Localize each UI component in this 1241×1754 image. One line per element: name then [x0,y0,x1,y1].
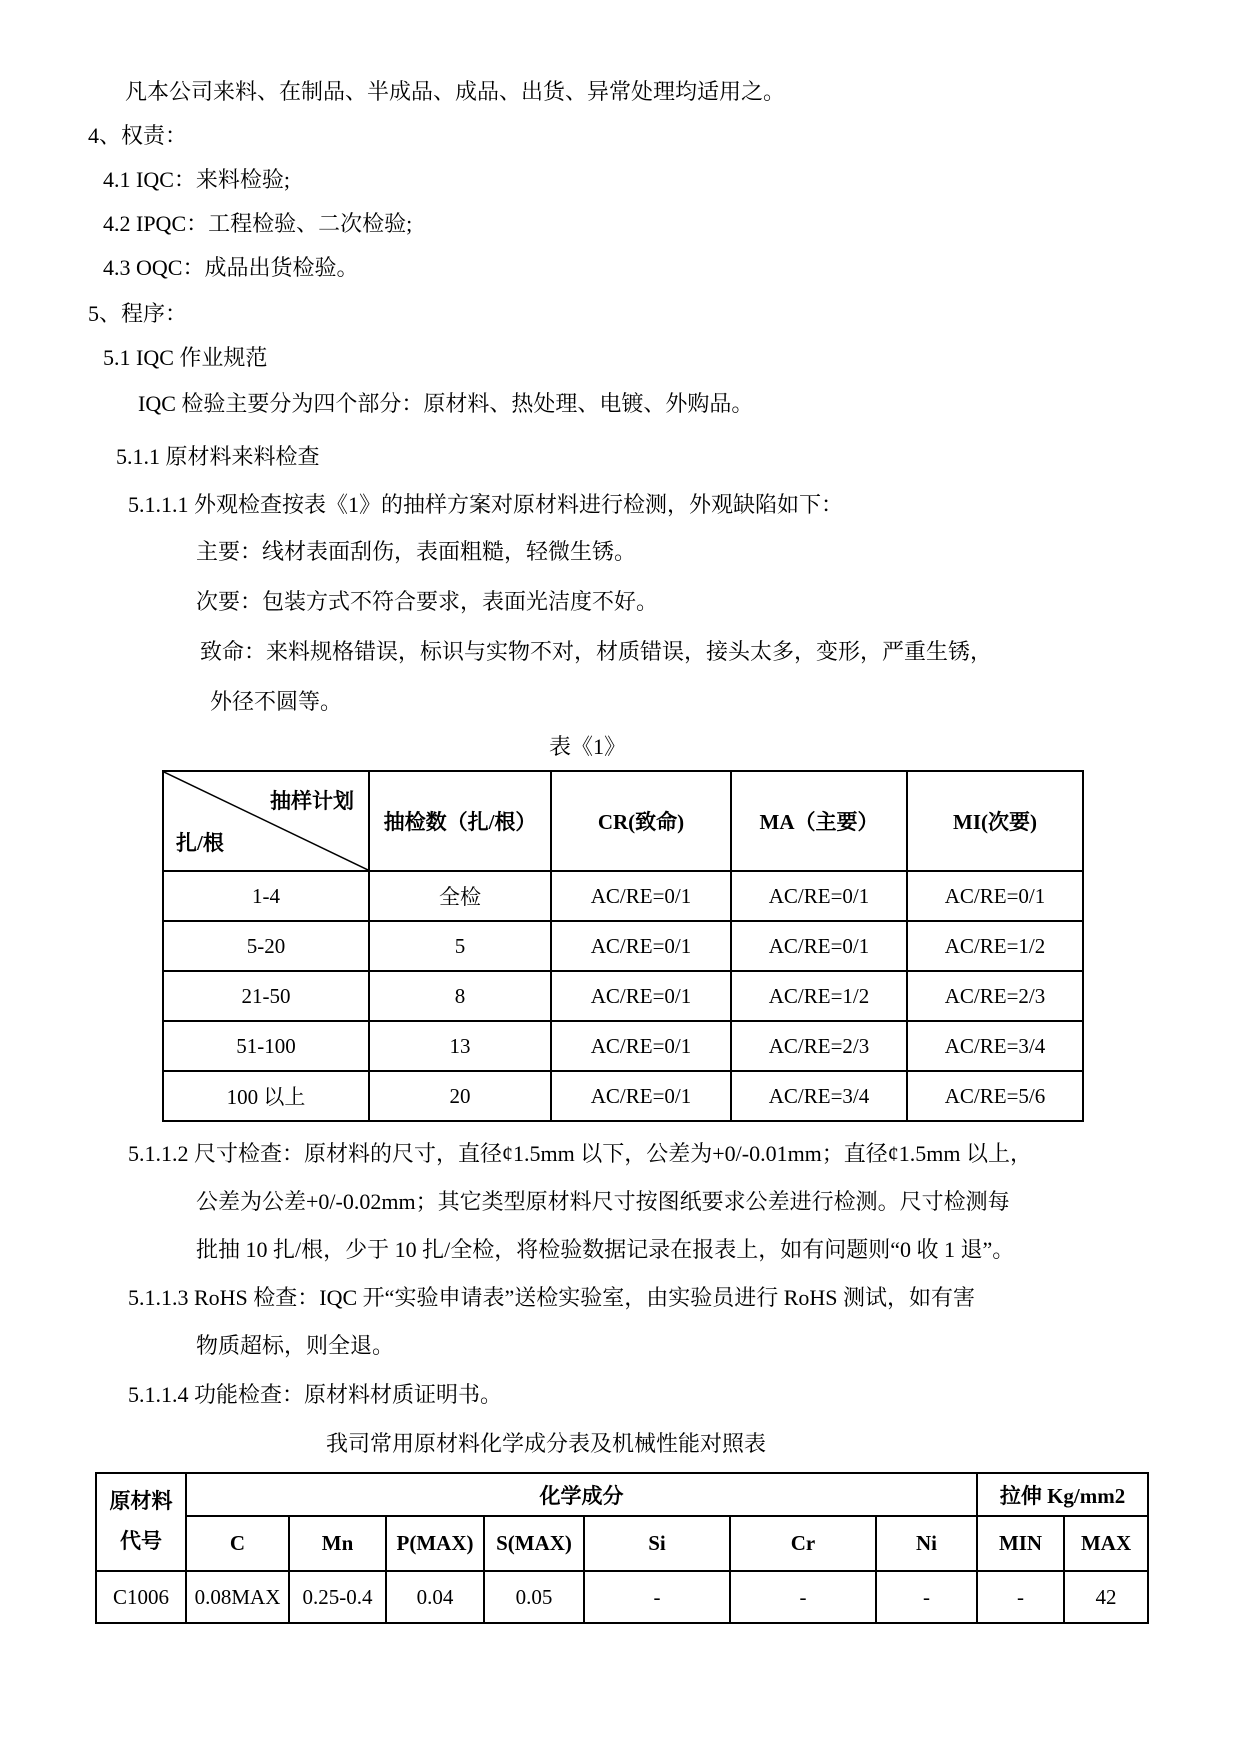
defect-minor-line: 次要：包装方式不符合要求，表面光洁度不好。 [196,589,659,614]
clause-5-1-1: 5.1.1 原材料来料检查 [116,444,320,469]
table-row [163,1071,1083,1121]
column-header-cr: CR(致命) [551,771,731,871]
cell-mi: AC/RE=2/3 [907,971,1083,1021]
clause-4-1: 4.1 IQC：来料检验; [103,167,291,192]
clause-5-1-1-1: 5.1.1.1 外观检查按表《1》的抽样方案对原材料进行检测，外观缺陷如下： [128,492,844,517]
column-header-mi: MI(次要) [907,771,1083,871]
clause-5-1: 5.1 IQC 作业规范 [103,345,268,370]
table-row [163,921,1083,971]
cell-ni: - [876,1571,977,1623]
table-row [163,871,1083,921]
clause-4-2: 4.2 IPQC：工程检验、二次检验; [103,211,413,236]
clause-5-1-1-2-line-1: 5.1.1.2 尺寸检查：原材料的尺寸，直径¢1.5mm 以下，公差为+0/-0.01mm；直径¢1.5mm 以上， [128,1141,1033,1166]
clause-5-1-1-4: 5.1.1.4 功能检查：原材料材质证明书。 [128,1382,503,1407]
corner-label-units: 扎/根 [176,831,224,855]
cell-cr: AC/RE=0/1 [551,921,731,971]
clause-5-1-1-3-line-1: 5.1.1.3 RoHS 检查：IQC 开“实验申请表”送检实验室，由实验员进行 RoHS 测试，如有害 [128,1285,976,1310]
table1-caption: 表《1》 [549,734,627,759]
subheader-si: Si [584,1516,730,1571]
corner-header-cell [163,771,369,871]
defect-major-line: 主要：线材表面刮伤，表面粗糙，轻微生锈。 [196,539,637,564]
section-4-heading: 4、权责： [88,123,188,148]
chemical-composition-table [95,1472,1149,1624]
table2-caption: 我司常用原材料化学成分表及机械性能对照表 [326,1431,767,1456]
clause-5-1-1-2-line-3: 批抽 10 扎/根，少于 10 扎/全检，将检验数据记录在报表上，如有问题则“0 收 1 退”。 [196,1237,1015,1262]
subheader-mn: Mn [289,1516,386,1571]
clause-5-1-1-3-line-2: 物质超标，则全退。 [196,1333,395,1358]
defect-critical-line: 致命：来料规格错误，标识与实物不对，材质错误，接头太多，变形，严重生锈， [200,639,993,664]
cell-ma: AC/RE=1/2 [731,971,907,1021]
cell-sample: 8 [369,971,551,1021]
clause-5-1-1-2-line-2: 公差为公差+0/-0.02mm；其它类型原材料尺寸按图纸要求公差进行检测。尺寸检测每 [196,1189,1010,1214]
cell-range: 1-4 [163,871,369,921]
column-header-sample-count: 抽检数（扎/根） [369,771,551,871]
subheader-smax: S(MAX) [484,1516,584,1571]
header-tensile-strength: 拉伸 Kg/mm2 [977,1473,1148,1516]
cell-min: - [977,1571,1064,1623]
cell-sample: 13 [369,1021,551,1071]
cell-ma: AC/RE=0/1 [731,921,907,971]
cell-cr: - [730,1571,876,1623]
cell-p: 0.04 [386,1571,484,1623]
cell-mi: AC/RE=3/4 [907,1021,1083,1071]
cell-cr: AC/RE=0/1 [551,1021,731,1071]
subheader-max: MAX [1064,1516,1148,1571]
sampling-plan-table [162,770,1084,1122]
table-row [96,1571,1148,1623]
cell-material-code: C1006 [96,1571,186,1623]
cell-ma: AC/RE=3/4 [731,1071,907,1121]
cell-range: 51-100 [163,1021,369,1071]
subheader-min: MIN [977,1516,1064,1571]
cell-mi: AC/RE=0/1 [907,871,1083,921]
cell-range: 21-50 [163,971,369,1021]
cell-range: 100 以上 [163,1071,369,1121]
cell-cr: AC/RE=0/1 [551,1071,731,1121]
clause-4-3: 4.3 OQC：成品出货检验。 [103,255,359,280]
cell-sample: 20 [369,1071,551,1121]
cell-cr: AC/RE=0/1 [551,971,731,1021]
subheader-c: C [186,1516,289,1571]
cell-ma: AC/RE=0/1 [731,871,907,921]
scope-line: 凡本公司来料、在制品、半成品、成品、出货、异常处理均适用之。 [125,79,786,104]
cell-cr: AC/RE=0/1 [551,871,731,921]
subheader-cr: Cr [730,1516,876,1571]
cell-mn: 0.25-0.4 [289,1571,386,1623]
cell-si: - [584,1571,730,1623]
header-material-line2: 代号 [120,1529,162,1553]
header-material-code [96,1473,186,1571]
cell-mi: AC/RE=1/2 [907,921,1083,971]
cell-mi: AC/RE=5/6 [907,1071,1083,1121]
cell-range: 5-20 [163,921,369,971]
header-chemical-composition: 化学成分 [186,1473,977,1516]
corner-label-plan: 抽样计划 [270,789,354,813]
table-row [163,1021,1083,1071]
cell-ma: AC/RE=2/3 [731,1021,907,1071]
cell-max: 42 [1064,1571,1148,1623]
cell-sample: 全检 [369,871,551,921]
column-header-ma: MA（主要） [731,771,907,871]
cell-s: 0.05 [484,1571,584,1623]
defect-critical-line-2: 外径不圆等。 [210,689,343,714]
header-material-line1: 原材料 [109,1489,173,1514]
iqc-overview-line: IQC 检验主要分为四个部分：原材料、热处理、电镀、外购品。 [138,391,754,416]
subheader-pmax: P(MAX) [386,1516,484,1571]
subheader-ni: Ni [876,1516,977,1571]
section-5-heading: 5、程序： [88,301,188,326]
cell-sample: 5 [369,921,551,971]
cell-c: 0.08MAX [186,1571,289,1623]
table-row [163,971,1083,1021]
